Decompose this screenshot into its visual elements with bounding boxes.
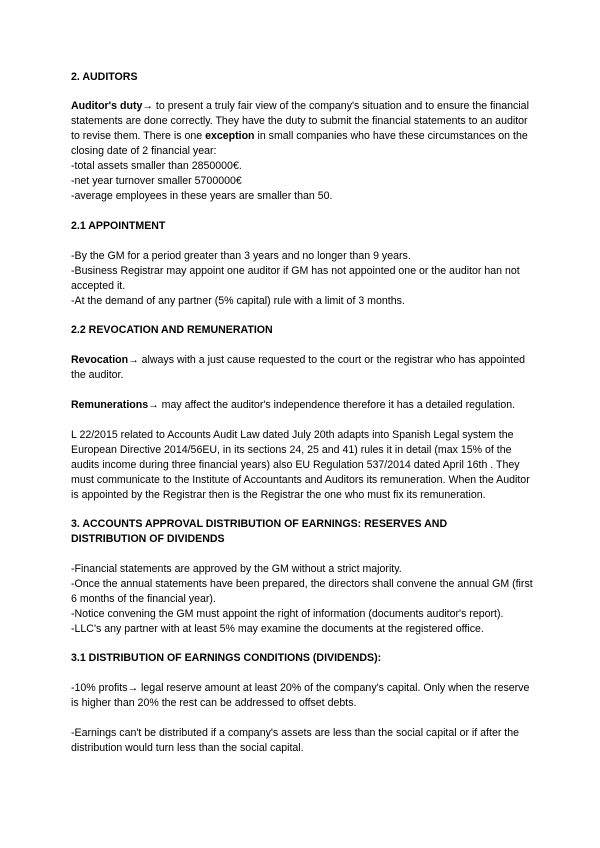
list-item: -average employees in these years are smaller than 50. [71,190,333,202]
list-item: -Financial statements are approved by the GM without a strict majority. [71,563,402,575]
heading-line: DISTRIBUTION OF DIVIDENDS [71,533,225,545]
exception-term: exception [205,130,255,142]
section-heading-revocation: 2.2 REVOCATION AND REMUNERATION [71,324,273,336]
list-item: -Once the annual statements have been prepared, the directors shall convene the annual GM (first 6 months of the financial year). [71,578,533,605]
list-item: -Notice convening the GM must appoint the right of information (documents auditor's report). [71,608,504,620]
list-item: -net year turnover smaller 5700000€ [71,175,242,187]
remuneration-term: Remunerations [71,399,149,411]
heading-line: 3. ACCOUNTS APPROVAL DISTRIBUTION OF EARNINGS: RESERVES AND [71,518,448,530]
section-heading-distribution: 3.1 DISTRIBUTION OF EARNINGS CONDITIONS (DIVIDENDS): [71,652,382,664]
list-item: -total assets smaller than 2850000€. [71,160,242,172]
list-item: -At the demand of any partner (5% capital) rule with a limit of 3 months. [71,295,405,307]
auditor-duty-text: → to present a truly fair view of the company's situation and to ensure the financial statements are done correctly. They have the duty to submit the financial statements to an auditor to revise them. There is one [71,100,529,142]
revocation-paragraph [71,353,533,383]
list-item: -By the GM for a period greater than 3 years and no longer than 9 years. [71,250,411,262]
earnings-paragraph: -Earnings can't be distributed if a company's assets are less than the social capital or if after the distribution would turn less than the social capital. [71,727,520,754]
auditor-duty-text-2: in small companies who have these circumstances on the closing date of 2 financial year: [71,130,528,157]
document-body [71,70,533,756]
remuneration-text: → may affect the auditor's independence therefore it has a detailed regulation. [148,399,516,411]
auditor-duty-paragraph [71,99,533,159]
section-heading-appointment: 2.1 APPOINTMENT [71,220,166,232]
section-heading-accounts-approval [71,517,533,547]
law-paragraph: L 22/2015 related to Accounts Audit Law dated July 20th adapts into Spanish Legal system the European Directive 2014/56EU, in its sections 24, 25 and 41) rules it in detail (max 15% of the audits income during three financial years) also EU Regulation 537/2014 dated April 16th . They must communicate to the Institute of Accountants and Auditors its remuneration. When the Auditor is appointed by the Registrar then is the Registrar the one who must fix its remuneration. [71,429,530,501]
list-item: -Business Registrar may appoint one auditor if GM has not appointed one or the auditor han not accepted it. [71,265,520,292]
revocation-text: → always with a just cause requested to the court or the registrar who has appointed the auditor. [71,354,526,381]
remuneration-paragraph [71,398,533,413]
list-item: -LLC's any partner with at least 5% may examine the documents at the registered office. [71,623,484,635]
legal-reserve-paragraph: -10% profits→ legal reserve amount at least 20% of the company's capital. Only when the reserve is higher than 20% the rest can be addressed to offset debts. [71,682,530,709]
revocation-term: Revocation [71,354,129,366]
section-heading-auditors: 2. AUDITORS [71,71,138,83]
auditor-duty-term: Auditor's duty [71,100,143,112]
